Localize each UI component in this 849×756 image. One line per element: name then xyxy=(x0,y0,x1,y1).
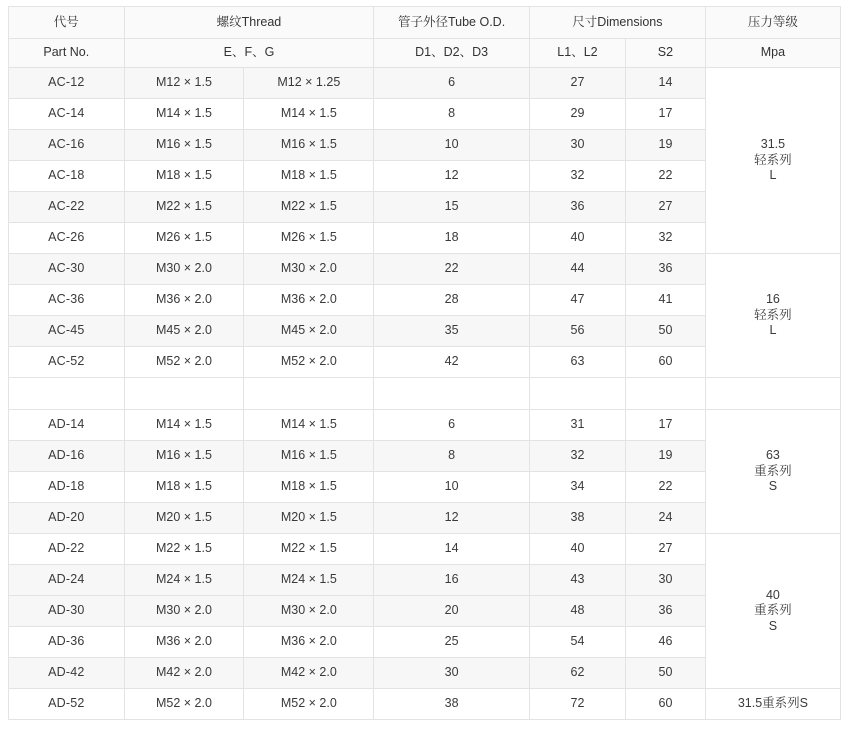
cell-part-no: AC-22 xyxy=(9,192,125,223)
pressure-code: S xyxy=(768,479,778,494)
cell-part-no: AC-12 xyxy=(9,68,125,99)
table-row xyxy=(9,68,841,99)
cell-thread-ef: M14 × 1.5 xyxy=(124,410,244,441)
cell-thread-g: M36 × 2.0 xyxy=(244,627,374,658)
cell-tube-od: 38 xyxy=(374,689,530,720)
cell-dim-s2: 17 xyxy=(626,99,706,130)
cell-part-no: AC-26 xyxy=(9,223,125,254)
cell-pressure-group xyxy=(705,534,840,689)
pressure-value: 40 xyxy=(765,587,780,602)
pressure-code: L xyxy=(769,168,777,183)
cell-dim-s2: 41 xyxy=(626,285,706,316)
header-pressure-cn: 压力等级 xyxy=(705,7,840,39)
cell-thread-ef: M30 × 2.0 xyxy=(124,254,244,285)
header-row-secondary xyxy=(9,39,841,68)
cell-dim-l: 32 xyxy=(529,161,625,192)
cell-part-no: AC-45 xyxy=(9,316,125,347)
cell-thread-g: M12 × 1.25 xyxy=(244,68,374,99)
cell-dim-s2: 60 xyxy=(626,689,706,720)
cell-thread-g: M20 × 1.5 xyxy=(244,503,374,534)
cell-tube-od: 8 xyxy=(374,441,530,472)
cell-dim-l: 44 xyxy=(529,254,625,285)
cell-dim-s2: 50 xyxy=(626,316,706,347)
cell-thread-g: M45 × 2.0 xyxy=(244,316,374,347)
cell-thread-g: M26 × 1.5 xyxy=(244,223,374,254)
cell-tube-od: 6 xyxy=(374,68,530,99)
cell-tube-od: 15 xyxy=(374,192,530,223)
cell-tube-od: 14 xyxy=(374,534,530,565)
cell-thread-ef: M52 × 2.0 xyxy=(124,689,244,720)
header-part-no-cn: 代号 xyxy=(9,7,125,39)
cell-thread-ef: M30 × 2.0 xyxy=(124,596,244,627)
cell-tube-od: 35 xyxy=(374,316,530,347)
cell-dim-s2: 22 xyxy=(626,472,706,503)
cell-dim-l: 31 xyxy=(529,410,625,441)
cell-dim-l: 34 xyxy=(529,472,625,503)
cell-part-no: AC-14 xyxy=(9,99,125,130)
header-pressure-unit: Mpa xyxy=(705,39,840,68)
cell-thread-g: M42 × 2.0 xyxy=(244,658,374,689)
cell-part-no: AD-36 xyxy=(9,627,125,658)
cell-tube-od: 10 xyxy=(374,472,530,503)
cell-dim-l: 43 xyxy=(529,565,625,596)
header-dim-l: L1、L2 xyxy=(529,39,625,68)
cell-part-no: AC-30 xyxy=(9,254,125,285)
cell-part-no: AD-30 xyxy=(9,596,125,627)
cell-thread-g: M14 × 1.5 xyxy=(244,99,374,130)
table-body xyxy=(9,68,841,720)
cell-part-no: AD-24 xyxy=(9,565,125,596)
cell-thread-ef: M12 × 1.5 xyxy=(124,68,244,99)
cell-tube-od: 16 xyxy=(374,565,530,596)
cell-dim-l: 27 xyxy=(529,68,625,99)
cell-part-no: AD-52 xyxy=(9,689,125,720)
header-tube-od-cn: 管子外径Tube O.D. xyxy=(374,7,530,39)
cell-thread-ef: M16 × 1.5 xyxy=(124,130,244,161)
header-thread-cn: 螺纹Thread xyxy=(124,7,374,39)
cell-thread-g: M22 × 1.5 xyxy=(244,534,374,565)
cell-part-no: AD-20 xyxy=(9,503,125,534)
pressure-series: 轻系列 xyxy=(754,307,792,322)
cell-thread-ef: M42 × 2.0 xyxy=(124,658,244,689)
cell-tube-od: 22 xyxy=(374,254,530,285)
cell-thread-ef: M26 × 1.5 xyxy=(124,223,244,254)
cell-thread-ef: M14 × 1.5 xyxy=(124,99,244,130)
pressure-series: 轻系列 xyxy=(754,152,792,167)
cell-pressure-empty xyxy=(705,378,840,410)
cell-tube-od: 42 xyxy=(374,347,530,378)
cell-dim-l: 40 xyxy=(529,534,625,565)
cell-tube-od: 30 xyxy=(374,658,530,689)
cell-thread-g: M18 × 1.5 xyxy=(244,472,374,503)
cell-thread-g: M18 × 1.5 xyxy=(244,161,374,192)
cell-part-no: AD-14 xyxy=(9,410,125,441)
table-row xyxy=(9,254,841,285)
cell-dim-s2: 50 xyxy=(626,658,706,689)
cell-dim-s2: 36 xyxy=(626,596,706,627)
cell-thread-g: M22 × 1.5 xyxy=(244,192,374,223)
cell-dim-l: 36 xyxy=(529,192,625,223)
cell-thread-ef: M36 × 2.0 xyxy=(124,627,244,658)
cell-dim-l: 56 xyxy=(529,316,625,347)
cell-part-no: AC-16 xyxy=(9,130,125,161)
cell-dim-s2: 36 xyxy=(626,254,706,285)
cell-dim-l: 48 xyxy=(529,596,625,627)
cell-tube-od: 12 xyxy=(374,503,530,534)
cell-dim-s2: 46 xyxy=(626,627,706,658)
cell-dim-l: 30 xyxy=(529,130,625,161)
cell-dim-s2: 22 xyxy=(626,161,706,192)
cell-part-no xyxy=(9,378,125,410)
pressure-series: 重系列 xyxy=(754,463,792,478)
header-part-no: Part No. xyxy=(9,39,125,68)
cell-part-no: AD-42 xyxy=(9,658,125,689)
cell-thread-ef: M45 × 2.0 xyxy=(124,316,244,347)
cell-tube-od: 25 xyxy=(374,627,530,658)
cell-dim-s2: 32 xyxy=(626,223,706,254)
pressure-value: 16 xyxy=(765,292,780,307)
cell-dim-s2 xyxy=(626,378,706,410)
cell-tube-od: 8 xyxy=(374,99,530,130)
cell-pressure-group: 31.5重系列S xyxy=(705,689,840,720)
cell-thread-g: M24 × 1.5 xyxy=(244,565,374,596)
cell-part-no: AC-36 xyxy=(9,285,125,316)
cell-thread-g: M30 × 2.0 xyxy=(244,254,374,285)
cell-pressure-group xyxy=(705,410,840,534)
cell-dim-s2: 30 xyxy=(626,565,706,596)
cell-thread-ef: M52 × 2.0 xyxy=(124,347,244,378)
cell-dim-s2: 19 xyxy=(626,441,706,472)
header-dim-s2: S2 xyxy=(626,39,706,68)
cell-thread-ef: M18 × 1.5 xyxy=(124,472,244,503)
cell-tube-od: 28 xyxy=(374,285,530,316)
cell-dim-s2: 19 xyxy=(626,130,706,161)
cell-thread-ef: M24 × 1.5 xyxy=(124,565,244,596)
cell-pressure-group xyxy=(705,254,840,378)
cell-thread-g: M30 × 2.0 xyxy=(244,596,374,627)
header-tube-od-codes: D1、D2、D3 xyxy=(374,39,530,68)
cell-dim-s2: 14 xyxy=(626,68,706,99)
header-row-primary xyxy=(9,7,841,39)
cell-dim-s2: 60 xyxy=(626,347,706,378)
cell-dim-l: 38 xyxy=(529,503,625,534)
cell-dim-l: 47 xyxy=(529,285,625,316)
pressure-code: L xyxy=(769,323,777,338)
cell-thread-ef: M36 × 2.0 xyxy=(124,285,244,316)
cell-part-no: AD-18 xyxy=(9,472,125,503)
cell-tube-od: 20 xyxy=(374,596,530,627)
table-header xyxy=(9,7,841,68)
cell-thread-g: M14 × 1.5 xyxy=(244,410,374,441)
cell-dim-l: 29 xyxy=(529,99,625,130)
cell-dim-s2: 27 xyxy=(626,534,706,565)
pressure-value: 31.5 xyxy=(760,137,786,152)
cell-dim-l: 54 xyxy=(529,627,625,658)
cell-thread-g: M16 × 1.5 xyxy=(244,441,374,472)
cell-thread-g: M52 × 2.0 xyxy=(244,347,374,378)
pressure-value: 63 xyxy=(765,448,780,463)
table-row-separator xyxy=(9,378,841,410)
cell-thread-ef: M20 × 1.5 xyxy=(124,503,244,534)
cell-tube-od: 12 xyxy=(374,161,530,192)
cell-thread-ef xyxy=(124,378,244,410)
cell-thread-g: M52 × 2.0 xyxy=(244,689,374,720)
cell-thread-ef: M22 × 1.5 xyxy=(124,192,244,223)
header-thread-codes: E、F、G xyxy=(124,39,374,68)
cell-dim-l: 72 xyxy=(529,689,625,720)
cell-dim-s2: 17 xyxy=(626,410,706,441)
table-row xyxy=(9,689,841,720)
cell-thread-g: M36 × 2.0 xyxy=(244,285,374,316)
cell-tube-od: 10 xyxy=(374,130,530,161)
table-row xyxy=(9,410,841,441)
cell-thread-g xyxy=(244,378,374,410)
cell-thread-ef: M18 × 1.5 xyxy=(124,161,244,192)
pressure-code: S xyxy=(768,618,778,633)
pressure-series: 重系列 xyxy=(754,603,792,618)
cell-dim-s2: 27 xyxy=(626,192,706,223)
cell-dim-l: 63 xyxy=(529,347,625,378)
cell-tube-od xyxy=(374,378,530,410)
cell-part-no: AD-16 xyxy=(9,441,125,472)
cell-thread-g: M16 × 1.5 xyxy=(244,130,374,161)
cell-part-no: AC-18 xyxy=(9,161,125,192)
cell-dim-s2: 24 xyxy=(626,503,706,534)
cell-part-no: AC-52 xyxy=(9,347,125,378)
cell-pressure-group xyxy=(705,68,840,254)
cell-dim-l: 62 xyxy=(529,658,625,689)
cell-thread-ef: M22 × 1.5 xyxy=(124,534,244,565)
cell-thread-ef: M16 × 1.5 xyxy=(124,441,244,472)
cell-dim-l: 32 xyxy=(529,441,625,472)
specification-table xyxy=(8,6,841,720)
cell-dim-l xyxy=(529,378,625,410)
cell-tube-od: 6 xyxy=(374,410,530,441)
header-dimensions-cn: 尺寸Dimensions xyxy=(529,7,705,39)
cell-dim-l: 40 xyxy=(529,223,625,254)
cell-part-no: AD-22 xyxy=(9,534,125,565)
table-row xyxy=(9,534,841,565)
cell-tube-od: 18 xyxy=(374,223,530,254)
